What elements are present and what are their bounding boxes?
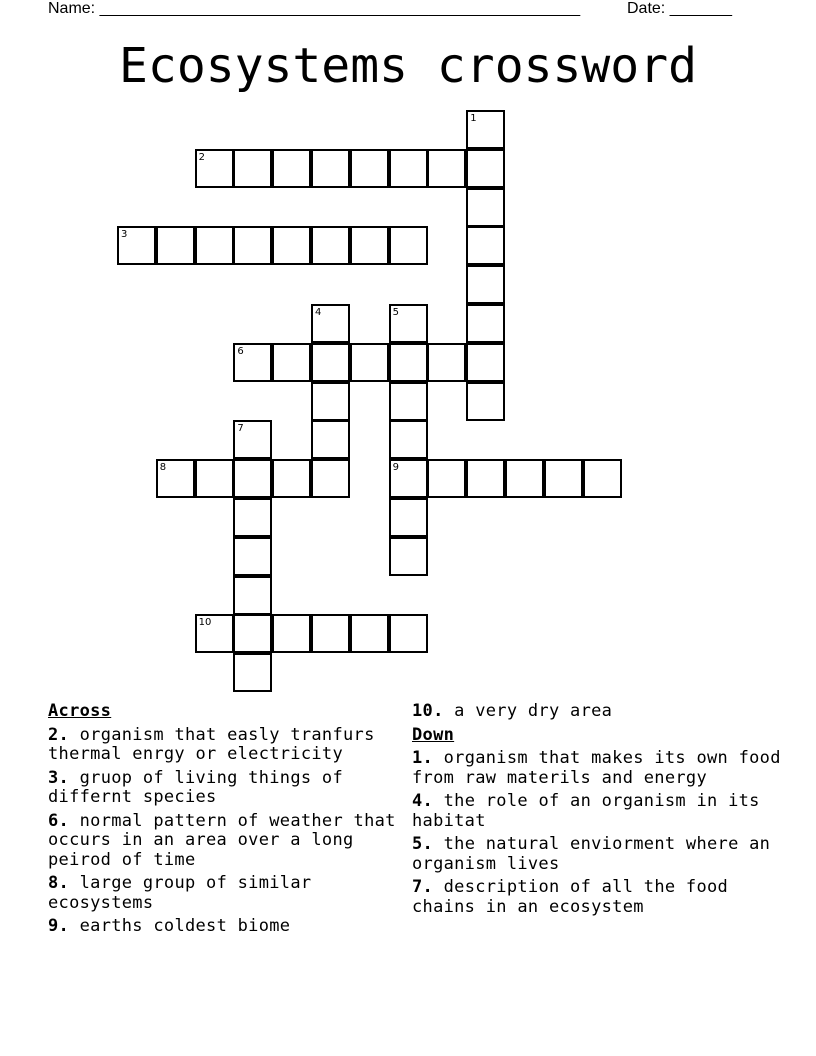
crossword-cell[interactable] [233,614,272,653]
crossword-cell[interactable] [272,226,311,265]
crossword-cell[interactable] [350,614,389,653]
down-clue [412,835,792,874]
crossword-cell[interactable] [389,343,428,382]
clue-text: organism that easly tranfurs thermal enrgy or electricity [48,724,375,764]
crossword-cell[interactable] [272,149,311,188]
clue-number: 6. [48,810,70,831]
clues-column-left [48,702,408,941]
crossword-cell[interactable] [389,614,428,653]
crossword-cell[interactable] [466,110,505,149]
crossword-cell[interactable] [272,459,311,498]
clue-text: the natural enviorment where an organism lives [412,834,771,874]
crossword-cell[interactable] [311,343,350,382]
crossword-cell[interactable] [233,537,272,576]
crossword-cell[interactable] [427,343,466,382]
crossword-cell[interactable] [466,226,505,265]
crossword-cell[interactable] [156,459,195,498]
clue-number: 10. [412,701,444,721]
crossword-cell[interactable] [466,149,505,188]
crossword-cell[interactable] [272,614,311,653]
crossword-cell[interactable] [311,459,350,498]
cell-number: 1 [470,113,477,124]
down-clue [412,792,792,831]
down-heading: Down [412,724,455,745]
crossword-cell[interactable] [389,537,428,576]
cell-number: 6 [237,345,244,357]
crossword-cell[interactable] [233,459,272,498]
across-clue [48,812,408,871]
crossword-cell[interactable] [583,459,622,498]
crossword-cell[interactable] [350,343,389,382]
page-title: Ecosystems crossword [119,38,697,94]
crossword-cell[interactable] [233,576,272,615]
across-heading: Across [48,701,112,721]
crossword-cell[interactable] [233,149,272,188]
crossword-cell[interactable] [311,304,350,343]
cell-number: 5 [392,307,399,318]
clue-text: a very dry area [454,701,613,721]
crossword-cell[interactable] [389,420,428,459]
cell-number: 4 [315,307,322,318]
crossword-cell[interactable] [311,614,350,653]
crossword-cell[interactable] [117,226,156,265]
clue-number: 3. [48,767,70,788]
clue-number: 5. [412,834,434,854]
crossword-cell[interactable] [233,420,272,459]
crossword-cell[interactable] [389,226,428,265]
down-clue [412,878,792,917]
clue-number: 9. [48,916,70,936]
crossword-cell[interactable] [311,382,350,421]
crossword-cell[interactable] [427,149,466,188]
crossword-cell[interactable] [350,226,389,265]
crossword-cell[interactable] [505,459,544,498]
crossword-cell[interactable] [466,459,505,498]
clue-text: earths coldest biome [79,916,291,936]
crossword-cell[interactable] [389,382,428,421]
clue-number: 8. [48,873,70,893]
across-clue [48,874,408,913]
crossword-cell[interactable] [195,226,234,265]
crossword-cell[interactable] [311,149,350,188]
crossword-cell[interactable] [195,149,234,188]
clue-text: the role of an organism in its habitat [412,791,760,831]
clue-number: 4. [412,791,434,811]
name-field-line[interactable]: Name: ______________________________________________________ [48,0,581,17]
clues-column-right [412,702,792,921]
crossword-cell[interactable] [466,343,505,382]
clue-text: large group of similar ecosystems [48,873,312,913]
crossword-cell[interactable] [427,459,466,498]
cell-number: 10 [198,617,212,629]
across-clue [48,917,408,937]
crossword-cell[interactable] [195,614,234,653]
crossword-cell[interactable] [544,459,583,498]
clue-text: organism that makes its own food from raw materils and energy [412,748,781,788]
crossword-cell[interactable] [389,459,428,498]
clue-number: 7. [412,877,434,897]
crossword-cell[interactable] [195,459,234,498]
crossword-cell[interactable] [233,498,272,537]
crossword-cell[interactable] [389,498,428,537]
cell-number: 7 [237,423,244,435]
clue-number: 1. [412,748,434,768]
crossword-cell[interactable] [233,653,272,692]
across-clue [48,726,408,765]
clue-text: gruop of living things of differnt species [48,767,343,807]
crossword-cell[interactable] [466,304,505,343]
cell-number: 2 [198,151,205,163]
down-clue [412,749,792,788]
crossword-cell[interactable] [156,226,195,265]
crossword-cell[interactable] [233,226,272,265]
crossword-cell[interactable] [233,343,272,382]
crossword-cell[interactable] [272,343,311,382]
crossword-cell[interactable] [466,188,505,227]
crossword-cell[interactable] [466,382,505,421]
cell-number: 3 [121,229,128,241]
cell-number: 8 [159,462,167,474]
crossword-cell[interactable] [311,420,350,459]
date-field-line[interactable]: Date: _______ [627,0,732,17]
crossword-cell[interactable] [350,149,389,188]
crossword-cell[interactable] [389,149,428,188]
clue-text: normal pattern of weather that occurs in an area over a long peirod of time [48,810,396,870]
across-clue [48,769,408,808]
crossword-cell[interactable] [466,265,505,304]
clue-number: 2. [48,724,70,745]
across-clue [412,702,792,722]
clue-text: description of all the food chains in an ecosystem [412,877,729,917]
crossword-cell[interactable] [311,226,350,265]
crossword-cell[interactable] [389,304,428,343]
cell-number: 9 [392,462,399,474]
